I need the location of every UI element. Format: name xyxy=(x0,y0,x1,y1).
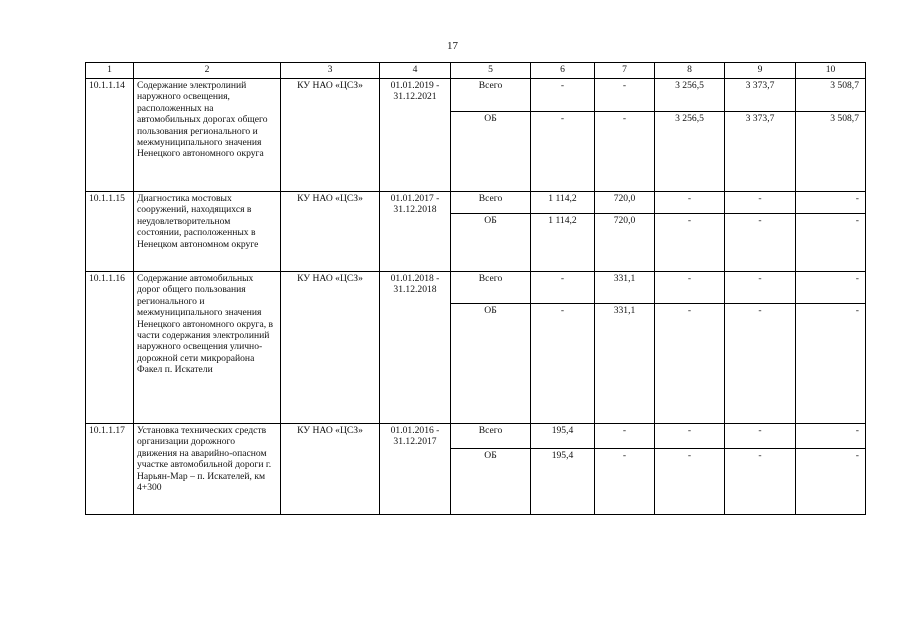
col-header-4: 4 xyxy=(380,63,451,79)
item-code: 10.1.1.17 xyxy=(86,424,134,515)
item-code: 10.1.1.15 xyxy=(86,192,134,272)
source-cell: ОБ xyxy=(451,112,531,192)
col-header-10: 10 xyxy=(796,63,866,79)
budget-table xyxy=(85,62,866,515)
value-cell-9: - xyxy=(725,449,796,515)
value-cell-6: 1 114,2 xyxy=(531,192,595,214)
value-cell-8: - xyxy=(655,272,725,304)
source-cell: ОБ xyxy=(451,214,531,272)
source-cell: Всего xyxy=(451,272,531,304)
value-cell-10: 3 508,7 xyxy=(796,79,866,112)
value-cell-10: - xyxy=(796,424,866,449)
value-cell-6: 195,4 xyxy=(531,449,595,515)
page-number: 17 xyxy=(447,40,458,52)
source-cell: Всего xyxy=(451,79,531,112)
col-header-8: 8 xyxy=(655,63,725,79)
value-cell-7: 720,0 xyxy=(595,192,655,214)
table-row xyxy=(86,192,866,214)
item-executor: КУ НАО «ЦСЗ» xyxy=(281,424,380,515)
value-cell-6: - xyxy=(531,272,595,304)
value-cell-9: - xyxy=(725,192,796,214)
value-cell-7: - xyxy=(595,79,655,112)
item-executor: КУ НАО «ЦСЗ» xyxy=(281,192,380,272)
col-header-1: 1 xyxy=(86,63,134,79)
value-cell-10: - xyxy=(796,449,866,515)
table-row xyxy=(86,272,866,304)
col-header-5: 5 xyxy=(451,63,531,79)
value-cell-8: 3 256,5 xyxy=(655,79,725,112)
item-name: Диагностика мостовых сооружений, находящихся в неудовлетворительном состоянии, расположенных в Ненецком автономном округе xyxy=(134,192,281,272)
value-cell-6: - xyxy=(531,79,595,112)
source-cell: Всего xyxy=(451,424,531,449)
col-header-3: 3 xyxy=(281,63,380,79)
value-cell-8: 3 256,5 xyxy=(655,112,725,192)
value-cell-7: - xyxy=(595,449,655,515)
source-cell: ОБ xyxy=(451,304,531,424)
value-cell-10: - xyxy=(796,304,866,424)
value-cell-8: - xyxy=(655,214,725,272)
value-cell-9: - xyxy=(725,214,796,272)
value-cell-10: - xyxy=(796,214,866,272)
value-cell-9: - xyxy=(725,424,796,449)
col-header-2: 2 xyxy=(134,63,281,79)
item-executor: КУ НАО «ЦСЗ» xyxy=(281,272,380,424)
value-cell-10: - xyxy=(796,272,866,304)
value-cell-10: 3 508,7 xyxy=(796,112,866,192)
table-row xyxy=(86,424,866,449)
value-cell-6: - xyxy=(531,304,595,424)
value-cell-7: 331,1 xyxy=(595,304,655,424)
value-cell-9: 3 373,7 xyxy=(725,79,796,112)
item-code: 10.1.1.14 xyxy=(86,79,134,192)
value-cell-6: 195,4 xyxy=(531,424,595,449)
source-cell: ОБ xyxy=(451,449,531,515)
value-cell-6: 1 114,2 xyxy=(531,214,595,272)
value-cell-9: - xyxy=(725,304,796,424)
table-row xyxy=(86,79,866,112)
value-cell-7: - xyxy=(595,424,655,449)
item-name: Содержание электролиний наружного освещения, расположенных на автомобильных дорогах общего пользования регионального и межмуниципального значения Ненецкого автономного округа xyxy=(134,79,281,192)
item-period: 01.01.2018 - 31.12.2018 xyxy=(380,272,451,424)
value-cell-8: - xyxy=(655,304,725,424)
col-header-9: 9 xyxy=(725,63,796,79)
value-cell-9: - xyxy=(725,272,796,304)
col-header-6: 6 xyxy=(531,63,595,79)
item-code: 10.1.1.16 xyxy=(86,272,134,424)
value-cell-6: - xyxy=(531,112,595,192)
item-executor: КУ НАО «ЦСЗ» xyxy=(281,79,380,192)
value-cell-7: 331,1 xyxy=(595,272,655,304)
value-cell-10: - xyxy=(796,192,866,214)
item-name: Установка технических средств организации дорожного движения на аварийно-опасном участке автомобильной дороги г. Нарьян-Мар – п. Искателей, км 4+300 xyxy=(134,424,281,515)
header-row xyxy=(86,63,866,79)
item-period: 01.01.2019 - 31.12.2021 xyxy=(380,79,451,192)
value-cell-8: - xyxy=(655,449,725,515)
item-name: Содержание автомобильных дорог общего пользования регионального и межмуниципального значения Ненецкого автономного округа, в части содержания электролиний наружного освещения улично-дорожной сети микрорайона Факел п. Искатели xyxy=(134,272,281,424)
value-cell-9: 3 373,7 xyxy=(725,112,796,192)
value-cell-8: - xyxy=(655,424,725,449)
value-cell-8: - xyxy=(655,192,725,214)
value-cell-7: 720,0 xyxy=(595,214,655,272)
item-period: 01.01.2016 - 31.12.2017 xyxy=(380,424,451,515)
source-cell: Всего xyxy=(451,192,531,214)
item-period: 01.01.2017 - 31.12.2018 xyxy=(380,192,451,272)
value-cell-7: - xyxy=(595,112,655,192)
col-header-7: 7 xyxy=(595,63,655,79)
